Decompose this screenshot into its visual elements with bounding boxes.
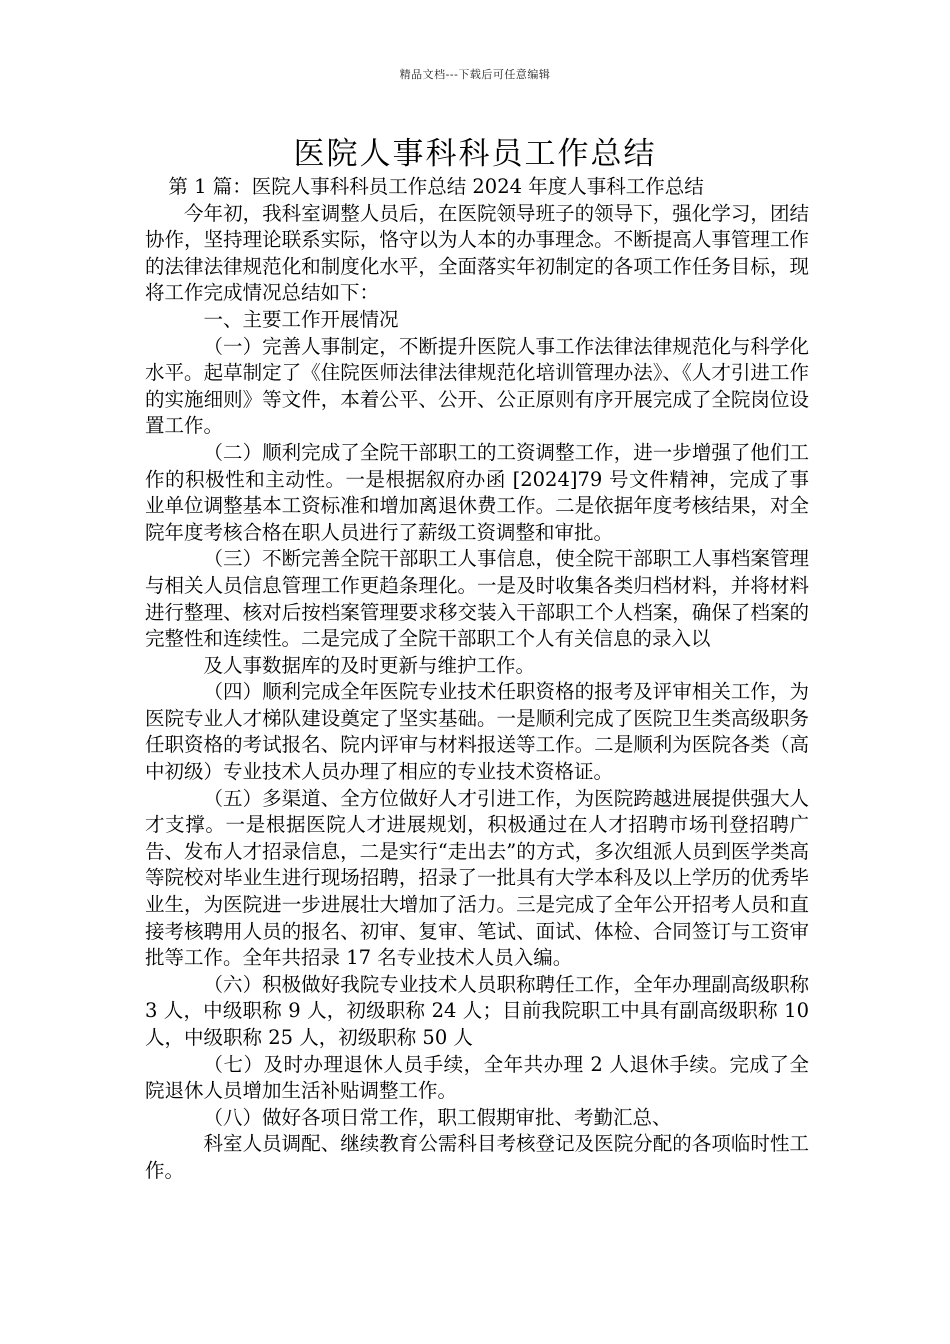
paragraph-item-8: （八）做好各项日常工作，职工假期审批、考勤汇总、	[203, 1105, 672, 1129]
document-body	[145, 174, 809, 1185]
paragraph-item-2: （二）顺利完成了全院干部职工的工资调整工作，进一步增强了他们工作的积极性和主动性。一是根据叙府办函 [2024]79 号文件精神，完成了事业单位调整基本工资标准和增加离退休费工作。二是依据年度考核结果，对全院年度考核合格在职人员进行了薪级工资调整和审批。	[145, 440, 809, 544]
document-subtitle: 第 1 篇：医院人事科科员工作总结 2024 年度人事科工作总结	[168, 175, 704, 198]
paragraph-item-4: （四）顺利完成全年医院专业技术任职资格的报考及评审相关工作，为医院专业人才梯队建设奠定了坚实基础。一是顺利完成了医院卫生类高级职务任职资格的考试报名、院内评审与材料报送等工作。二是顺利为医院各类（高中初级）专业技术人员办理了相应的专业技术资格证。	[145, 680, 809, 784]
document-title: 医院人事科科员工作总结	[293, 136, 657, 172]
paragraph-item-6: （六）积极做好我院专业技术人员职称聘任工作，全年办理副高级职称 3 人，中级职称 9 人，初级职称 24 人；目前我院职工中具有副高级职称 10 人，中级职称 25 人，初级职称 50 人	[145, 972, 809, 1049]
intro-paragraph: 今年初，我科室调整人员后，在医院领导班子的领导下，强化学习，团结协作，坚持理论联系实际，恪守以为人本的办事理念。不断提高人事管理工作的法律法律规范化和制度化水平，全面落实年初制定的各项工作任务目标，现将工作完成情况总结如下：	[145, 201, 809, 305]
paragraph-item-3-continued: 及人事数据库的及时更新与维护工作。	[203, 653, 536, 677]
paragraph-item-7: （七）及时办理退休人员手续，全年共办理 2 人退休手续。完成了全院退休人员增加生活补贴调整工作。	[145, 1052, 809, 1103]
paragraph-item-5: （五）多渠道、全方位做好人才引进工作，为医院跨越进展提供强大人才支撑。一是根据医院人才进展规划，积极通过在人才招聘市场刊登招聘广告、发布人才招录信息，二是实行“走出去”的方式，多次组派人员到医学类高等院校对毕业生进行现场招聘，招录了一批具有大学本科及以上学历的优秀毕业生，为医院进一步进展壮大增加了活力。三是完成了全年公开招考人员和直接考核聘用人员的报名、初审、复审、笔试、面试、体检、合同签订与工资审批等工作。全年共招录 17 名专业技术人员入编。	[145, 786, 809, 970]
paragraph-item-3: （三）不断完善全院干部职工人事信息，使全院干部职工人事档案管理与相关人员信息管理工作更趋条理化。一是及时收集各类归档材料，并将材料进行整理、核对后按档案管理要求移交装入干部职工个人档案，确保了档案的完整性和连续性。二是完成了全院干部职工个人有关信息的录入以	[145, 547, 809, 651]
header-note: 精品文档---下载后可任意编辑	[399, 68, 551, 81]
paragraph-item-8-continued: 科室人员调配、继续教育公需科目考核登记及医院分配的各项临时性工作。	[145, 1132, 809, 1182]
section-heading: 一、主要工作开展情况	[203, 307, 399, 331]
paragraph-item-1: （一）完善人事制定，不断提升医院人事工作法律法律规范化与科学化水平。起草制定了《住院医师法律法律规范化培训管理办法》、《人才引进工作的实施细则》等文件，本着公平、公开、公正原则有序开展完成了全院岗位设置工作。	[145, 334, 809, 438]
